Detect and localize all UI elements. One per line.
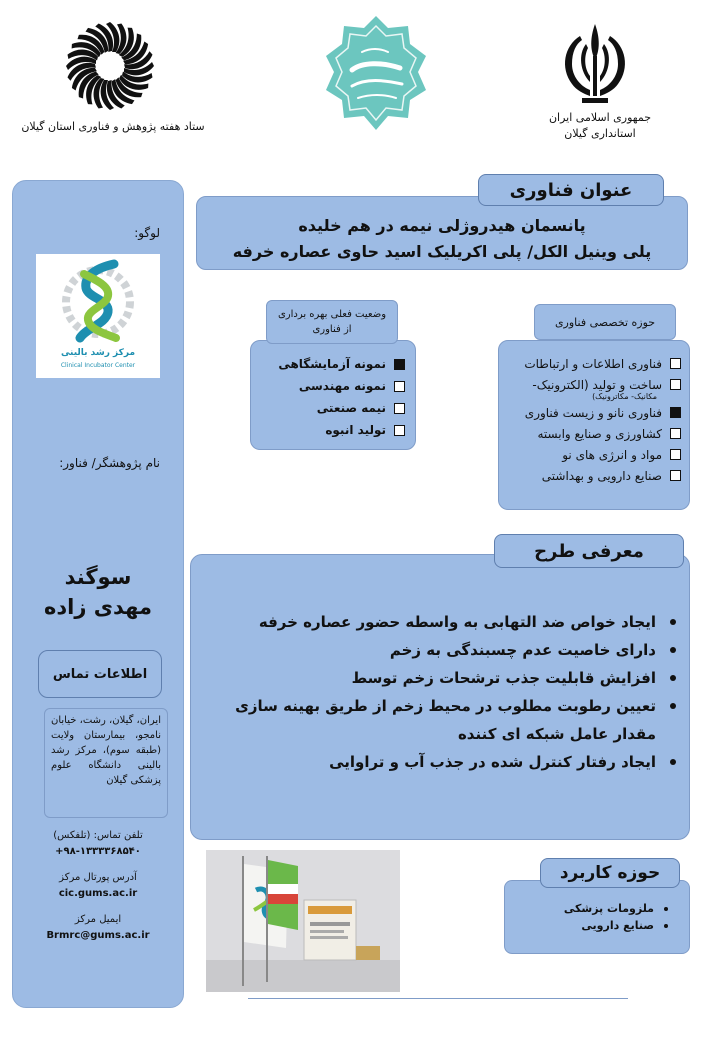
portal-link[interactable]: cic.gums.ac.ir [58, 888, 138, 899]
production-year-emblem-icon [322, 14, 430, 132]
address-text: ایران، گیلان، رشت، خیابان نامجو، بیمارستان ولایت (طبقه سوم)، مرکز رشد بالینی دانشگاه علوم پزشکی گیلان [44, 708, 168, 818]
researcher-first-name: سوگند [64, 565, 132, 589]
intro-list [200, 608, 680, 776]
field-title-tab: حوزه تخصصی فناوری [534, 304, 676, 340]
contact-info [12, 828, 184, 944]
field-item-label: مواد و انرژی های نو [562, 447, 662, 462]
researcher-last-name: مهدی زاده [43, 595, 152, 619]
tech-title-line-2: پلی وینیل الکل/ پلی اکریلیک اسید حاوی عصاره خرفه [232, 242, 652, 261]
researcher-name [12, 562, 184, 622]
checkbox-empty-icon [670, 428, 681, 439]
phone-label: تلفن تماس: (تلفکس) [53, 830, 143, 841]
iran-emblem-icon [550, 20, 640, 110]
researcher-label: نام پژوهشگر/ فناور: [59, 456, 160, 470]
usage-item: ملزومات پزشکی [520, 900, 670, 917]
usage-title-tab: حوزه کاربرد [540, 858, 680, 888]
logo-label: لوگو: [134, 226, 160, 240]
checkbox-checked-icon [394, 359, 405, 370]
status-item [261, 375, 405, 397]
status-item-label: نمونه آزمایشگاهی [278, 357, 386, 371]
product-photo [206, 850, 400, 992]
field-item-label: فناوری اطلاعات و ارتباطات [524, 356, 662, 371]
research-week-logo [62, 18, 158, 114]
status-title-tab [266, 300, 398, 344]
checkbox-empty-icon [670, 358, 681, 369]
field-item-note: مکانیک- مکاترونیک) [592, 392, 657, 401]
center-logo-text: مرکز رشد بالینی [60, 348, 136, 358]
status-item-label: نیمه صنعتی [316, 401, 386, 415]
field-item [507, 353, 681, 374]
checkbox-empty-icon [670, 379, 681, 390]
field-item [507, 423, 681, 444]
tech-title-tab: عنوان فناوری [478, 174, 664, 206]
checkbox-checked-icon [670, 407, 681, 418]
checkbox-empty-icon [394, 425, 405, 436]
tech-title-line-1: پانسمان هیدروژلی نیمه در هم خلیده [298, 216, 586, 235]
field-box [498, 340, 690, 510]
checkbox-empty-icon [394, 381, 405, 392]
intro-item: تعیین رطوبت مطلوب در محیط زخم از طریق بهینه سازی مقدار عامل شبکه ای کننده [200, 692, 680, 748]
status-item [261, 397, 405, 419]
portal-label: آدرس پورتال مرکز [59, 872, 137, 883]
intro-item: افزایش قابلیت جذب ترشحات زخم توسط [200, 664, 680, 692]
field-item-label: کشاورزی و صنایع وابسته [537, 426, 662, 441]
email-label: ایمیل مرکز [74, 914, 122, 925]
intro-item: دارای خاصیت عدم چسبندگی به زخم [200, 636, 680, 664]
status-title-line-2: از فناوری [312, 324, 352, 335]
field-item [507, 402, 681, 423]
usage-list [520, 900, 670, 934]
center-logo-subtext: Clinical Incubator Center [60, 362, 136, 369]
status-item-label: نمونه مهندسی [298, 379, 386, 393]
email-link[interactable]: Brmrc@gums.ac.ir [46, 930, 150, 941]
status-item [261, 419, 405, 441]
checkbox-empty-icon [670, 470, 681, 481]
field-item [507, 465, 681, 486]
intro-item: ایجاد خواص ضد التهابی به واسطه حضور عصاره خرفه [200, 608, 680, 636]
tech-title-box [196, 196, 688, 270]
status-item-label: تولید انبوه [325, 423, 386, 437]
checkbox-empty-icon [670, 449, 681, 460]
right-logo-caption [540, 110, 660, 142]
checkbox-empty-icon [394, 403, 405, 414]
bottom-divider [248, 998, 628, 999]
field-item [507, 444, 681, 465]
usage-item: صنایع دارویی [520, 917, 670, 934]
status-box [250, 340, 416, 450]
intro-title-tab: معرفی طرح [494, 534, 684, 568]
status-item [261, 353, 405, 375]
caption-line-1: جمهوری اسلامی ایران [548, 111, 652, 124]
field-item-label: صنایع دارویی و بهداشتی [541, 468, 662, 483]
phone-number: +۹۸-۱۳۳۳۳۶۸۵۴۰ [55, 846, 141, 857]
intro-item: ایجاد رفتار کنترل شده در جذب آب و تراوایی [200, 748, 680, 776]
field-item-label: فناوری نانو و زیست فناوری [524, 405, 662, 420]
left-logo-caption: ستاد هفته پژوهش و فناوری استان گیلان [21, 120, 205, 133]
status-title-line-1: وضعیت فعلی بهره برداری [277, 309, 387, 320]
caption-line-2: استانداری گیلان [564, 127, 636, 140]
contact-title: اطلاعات تماس [38, 650, 162, 698]
field-item-label: ساخت و تولید (الکترونیک- [532, 377, 662, 392]
clinical-incubator-logo [36, 254, 160, 378]
